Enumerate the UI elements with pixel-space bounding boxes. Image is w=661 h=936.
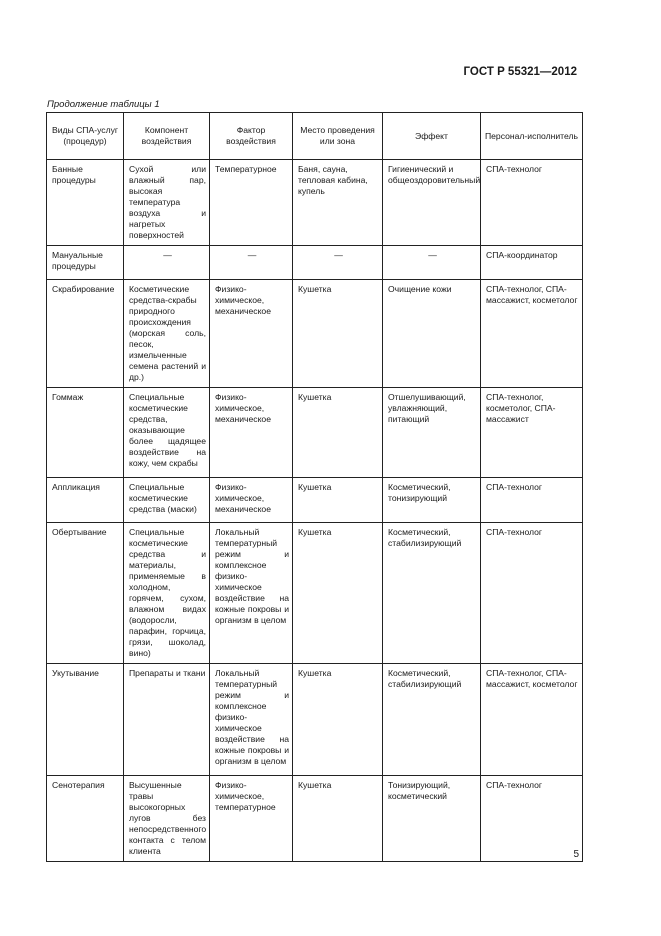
table-row — [47, 776, 583, 862]
spa-services-table — [46, 112, 583, 862]
cell-effect: Гигиенический и общеоздоровительный — [383, 160, 481, 246]
cell-personnel: СПА-технолог, СПА-массажист, косметолог — [481, 664, 583, 776]
cell-location: Кушетка — [293, 280, 383, 388]
header-service-type: Виды СПА-услуг (процедур) — [47, 113, 124, 160]
cell-service: Обертывание — [47, 523, 124, 664]
cell-component: Специальные косметические средства (маски) — [124, 478, 210, 523]
cell-service: Скрабирование — [47, 280, 124, 388]
cell-component: Препараты и ткани — [124, 664, 210, 776]
cell-factor: Физико-химическое, температурное — [210, 776, 293, 862]
cell-effect: Косметический, стабилизирующий — [383, 523, 481, 664]
cell-component: Специальные косметические средства и материалы, применяемые в холодном, горячем, сухом, влажном видах (водоросли, парафин, горчица, грязи, шоколад, вино) — [124, 523, 210, 664]
table-header-row — [47, 113, 583, 160]
header-personnel: Персонал-исполнитель — [481, 113, 583, 160]
cell-component: Высушенные травы высокогорных лугов без непосредственного контакта с телом клиента — [124, 776, 210, 862]
cell-factor: — — [210, 246, 293, 280]
cell-location: Баня, сауна, тепловая кабина, купель — [293, 160, 383, 246]
header-factor: Фактор воздействия — [210, 113, 293, 160]
header-component: Компонент воздействия — [124, 113, 210, 160]
cell-personnel: СПА-технолог — [481, 160, 583, 246]
table-row — [47, 523, 583, 664]
cell-component: — — [124, 246, 210, 280]
cell-effect: Косметический, стабилизирующий — [383, 664, 481, 776]
table-row — [47, 246, 583, 280]
table-row — [47, 280, 583, 388]
cell-factor: Физико-химическое, механическое — [210, 388, 293, 478]
cell-effect: — — [383, 246, 481, 280]
cell-personnel: СПА-технолог — [481, 776, 583, 862]
cell-service: Гоммаж — [47, 388, 124, 478]
cell-service: Укутывание — [47, 664, 124, 776]
cell-personnel: СПА-технолог — [481, 523, 583, 664]
cell-component: Специальные косметические средства, оказывающие более щадящее воздействие на кожу, чем скрабы — [124, 388, 210, 478]
table-row — [47, 160, 583, 246]
cell-location: — — [293, 246, 383, 280]
cell-location: Кушетка — [293, 388, 383, 478]
cell-location: Кушетка — [293, 664, 383, 776]
cell-service: Мануальные процедуры — [47, 246, 124, 280]
cell-component: Косметические средства-скрабы природного происхождения (морская соль, песок, измельченные семена растений и др.) — [124, 280, 210, 388]
cell-personnel: СПА-технолог, СПА-массажист, косметолог — [481, 280, 583, 388]
cell-service: Аппликация — [47, 478, 124, 523]
cell-location: Кушетка — [293, 776, 383, 862]
table-caption: Продолжение таблицы 1 — [47, 99, 160, 110]
table-row — [47, 478, 583, 523]
cell-factor: Температурное — [210, 160, 293, 246]
cell-personnel: СПА-координатор — [481, 246, 583, 280]
cell-effect: Отшелушивающий, увлажняющий, питающий — [383, 388, 481, 478]
cell-personnel: СПА-технолог, косметолог, СПА-массажист — [481, 388, 583, 478]
cell-effect: Очищение кожи — [383, 280, 481, 388]
cell-factor: Локальный температурный режим и комплексное физико-химическое воздействие на кожные покровы и организм в целом — [210, 664, 293, 776]
cell-factor: Физико-химическое, механическое — [210, 478, 293, 523]
cell-location: Кушетка — [293, 523, 383, 664]
header-effect: Эффект — [383, 113, 481, 160]
cell-factor: Физико-химическое, механическое — [210, 280, 293, 388]
cell-effect: Тонизирующий, косметический — [383, 776, 481, 862]
document-standard-code: ГОСТ Р 55321—2012 — [463, 66, 577, 78]
table-row — [47, 388, 583, 478]
cell-location: Кушетка — [293, 478, 383, 523]
table-row — [47, 664, 583, 776]
header-location: Место проведения или зона — [293, 113, 383, 160]
cell-effect: Косметический, тонизирующий — [383, 478, 481, 523]
cell-service: Банные процедуры — [47, 160, 124, 246]
cell-personnel: СПА-технолог — [481, 478, 583, 523]
cell-factor: Локальный температурный режим и комплексное физико-химическое воздействие на кожные покровы и организм в целом — [210, 523, 293, 664]
cell-component: Сухой или влажный пар, высокая температура воздуха и нагретых поверхностей — [124, 160, 210, 246]
page-number: 5 — [573, 849, 579, 860]
cell-service: Сенотерапия — [47, 776, 124, 862]
